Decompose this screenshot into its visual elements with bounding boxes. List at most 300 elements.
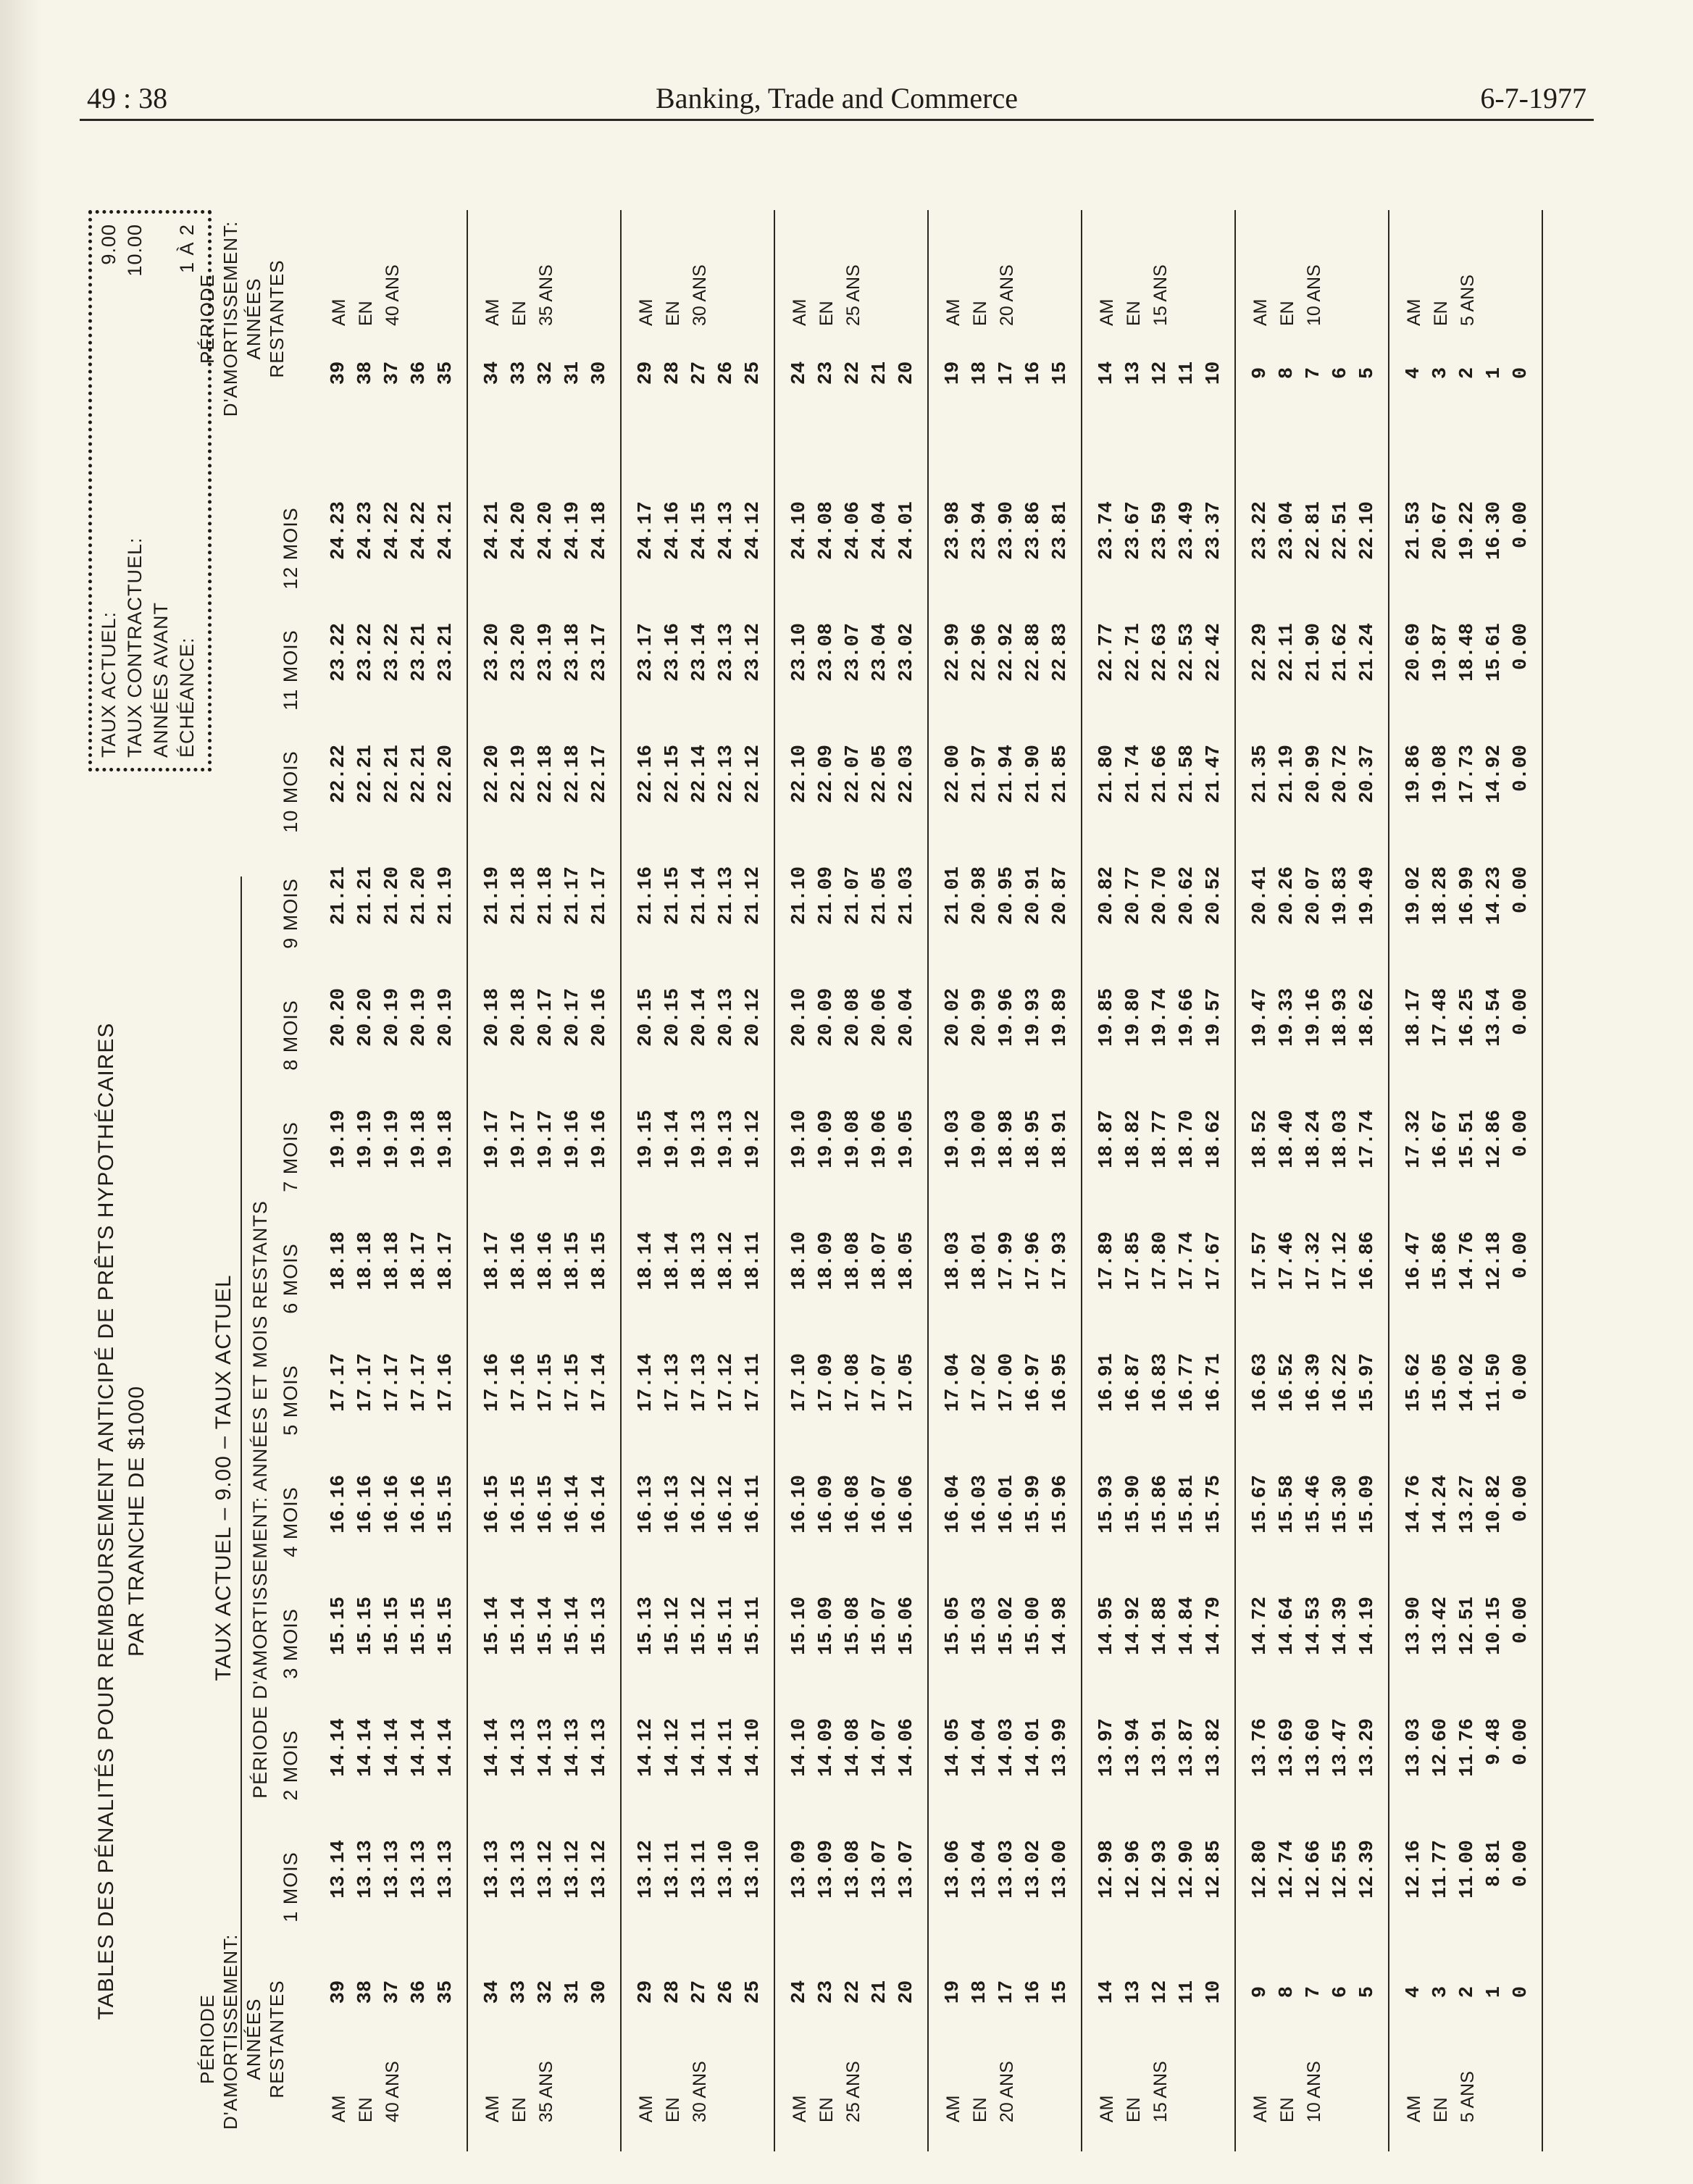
- table-cell: 15.93: [1096, 1475, 1118, 1534]
- table-cell: 16.25: [1457, 988, 1479, 1047]
- penalty-table-region: [80, 181, 1594, 2151]
- table-cell: 13.94: [1123, 1718, 1145, 1778]
- table-cell: 13.60: [1303, 1718, 1325, 1778]
- taux-contractuel-value: 10.00: [124, 224, 146, 277]
- table-cell: 19.86: [1403, 745, 1425, 804]
- year-cell: 9: [1250, 1986, 1271, 1999]
- table-cell: 17.13: [689, 1353, 711, 1413]
- month-header: 4 MOIS: [280, 1486, 301, 1557]
- table-cell: 0.00: [1510, 1840, 1532, 1887]
- table-cell: 21.19: [482, 866, 503, 926]
- table-cell: 12.66: [1303, 1840, 1325, 1899]
- table-cell: 24.01: [896, 501, 918, 561]
- year-cell: 36: [409, 1980, 430, 2004]
- table-cell: 13.13: [409, 1840, 430, 1899]
- table-cell: 0.00: [1510, 988, 1532, 1035]
- year-cell: 33: [509, 1980, 530, 2004]
- en-label: EN: [509, 301, 530, 326]
- table-cell: 14.06: [896, 1718, 918, 1778]
- table-cell: 22.21: [382, 745, 404, 804]
- table-cell: 18.14: [635, 1231, 657, 1291]
- year-cell: 16: [1023, 1980, 1045, 2004]
- table-cell: 21.66: [1150, 745, 1171, 804]
- period-label: 35 ANS: [536, 2061, 556, 2122]
- table-cell: 18.07: [869, 1231, 891, 1291]
- table-cell: 13.42: [1430, 1597, 1452, 1656]
- table-cell: 23.22: [328, 623, 350, 682]
- table-cell: 13.04: [969, 1840, 991, 1899]
- table-cell: 23.17: [589, 623, 611, 682]
- table-cell: 18.12: [716, 1231, 737, 1291]
- table-cell: 22.81: [1303, 501, 1325, 561]
- period-label: 20 ANS: [997, 2061, 1017, 2122]
- table-cell: 18.52: [1250, 1110, 1271, 1169]
- table-cell: 17.08: [843, 1353, 864, 1413]
- table-title-line2: PAR TRANCHE DE $1000: [125, 1385, 149, 1657]
- table-cell: 11.00: [1457, 1840, 1479, 1899]
- table-cell: 16.87: [1123, 1353, 1145, 1413]
- table-cell: 16.30: [1484, 501, 1505, 561]
- table-cell: 22.18: [562, 745, 584, 804]
- table-cell: 22.77: [1096, 623, 1118, 682]
- year-cell: 2: [1457, 367, 1479, 380]
- en-label: EN: [1124, 301, 1144, 326]
- table-cell: 20.99: [969, 988, 991, 1047]
- table-cell: 22.20: [482, 745, 503, 804]
- year-cell: 30: [589, 361, 611, 385]
- am-label: AM: [790, 298, 810, 326]
- table-cell: 24.21: [435, 501, 457, 561]
- table-cell: 23.37: [1203, 501, 1225, 561]
- table-cell: 11.77: [1430, 1840, 1452, 1899]
- table-cell: 23.86: [1023, 501, 1045, 561]
- table-cell: 18.15: [589, 1231, 611, 1291]
- table-cell: 22.21: [409, 745, 430, 804]
- table-cell: 14.19: [1357, 1597, 1379, 1656]
- table-cell: 20.18: [509, 988, 530, 1047]
- table-cell: 16.63: [1250, 1353, 1271, 1413]
- table-cell: 21.13: [716, 866, 737, 926]
- table-cell: 24.12: [743, 501, 764, 561]
- table-cell: 12.80: [1250, 1840, 1271, 1899]
- year-cell: 30: [589, 1980, 611, 2004]
- table-cell: 23.10: [789, 623, 811, 682]
- table-cell: 16.08: [843, 1475, 864, 1534]
- table-cell: 14.07: [869, 1718, 891, 1778]
- table-cell: 0.00: [1510, 501, 1532, 548]
- table-cell: 21.62: [1330, 623, 1352, 682]
- table-cell: 18.17: [435, 1231, 457, 1291]
- table-cell: 17.12: [1330, 1231, 1352, 1291]
- table-cell: 15.90: [1123, 1475, 1145, 1534]
- period-label: 35 ANS: [536, 264, 556, 326]
- table-cell: 15.14: [482, 1597, 503, 1656]
- am-label: AM: [482, 2095, 503, 2122]
- table-cell: 24.08: [816, 501, 837, 561]
- table-cell: 18.98: [996, 1110, 1018, 1169]
- table-cell: 16.39: [1303, 1353, 1325, 1413]
- table-cell: 17.15: [562, 1353, 584, 1413]
- echeance-label: ÉCHÉANCE:: [176, 637, 198, 758]
- table-cell: 23.08: [816, 623, 837, 682]
- table-cell: 16.09: [816, 1475, 837, 1534]
- table-cell: 13.09: [789, 1840, 811, 1899]
- month-header: 3 MOIS: [280, 1608, 301, 1679]
- table-cell: 13.97: [1096, 1718, 1118, 1778]
- table-cell: 0.00: [1510, 866, 1532, 913]
- year-cell: 25: [743, 361, 764, 385]
- block-separator: [1081, 210, 1082, 2151]
- table-cell: 13.11: [662, 1840, 684, 1899]
- table-cell: 23.12: [743, 623, 764, 682]
- table-cell: 14.72: [1250, 1597, 1271, 1656]
- table-cell: 14.14: [328, 1718, 350, 1778]
- table-cell: 23.16: [662, 623, 684, 682]
- block-separator: [774, 210, 775, 2151]
- table-cell: 19.08: [1430, 745, 1452, 804]
- table-cell: 16.83: [1150, 1353, 1171, 1413]
- year-cell: 38: [355, 361, 377, 385]
- period-label: 40 ANS: [383, 2061, 403, 2122]
- table-cell: 21.21: [355, 866, 377, 926]
- table-cell: 12.90: [1176, 1840, 1198, 1899]
- table-cell: 18.95: [1023, 1110, 1045, 1169]
- table-subtitle: TAUX ACTUEL – 9.00 – TAUX ACTUEL: [212, 1274, 235, 1681]
- table-cell: 20.07: [1303, 866, 1325, 926]
- block-separator: [620, 210, 622, 2151]
- am-label: AM: [329, 298, 349, 326]
- table-cell: 21.35: [1250, 745, 1271, 804]
- table-cell: 21.01: [942, 866, 964, 926]
- year-cell: 22: [843, 361, 864, 385]
- table-cell: 22.63: [1150, 623, 1171, 682]
- am-label: AM: [329, 2095, 349, 2122]
- year-cell: 27: [689, 1980, 711, 2004]
- table-cell: 14.10: [789, 1718, 811, 1778]
- table-cell: 19.57: [1203, 988, 1225, 1047]
- table-cell: 20.09: [816, 988, 837, 1047]
- table-cell: 13.10: [743, 1840, 764, 1899]
- am-label: AM: [1097, 2095, 1117, 2122]
- table-cell: 18.62: [1357, 988, 1379, 1047]
- table-cell: 16.15: [482, 1475, 503, 1534]
- table-cell: 15.14: [535, 1597, 557, 1656]
- table-cell: 19.09: [816, 1110, 837, 1169]
- year-cell: 37: [382, 1980, 404, 2004]
- year-cell: 15: [1050, 361, 1071, 385]
- table-cell: 20.62: [1176, 866, 1198, 926]
- table-cell: 18.09: [816, 1231, 837, 1291]
- table-cell: 13.87: [1176, 1718, 1198, 1778]
- table-cell: 23.13: [716, 623, 737, 682]
- am-label: AM: [1404, 298, 1424, 326]
- year-cell: 14: [1096, 361, 1118, 385]
- table-cell: 19.47: [1250, 988, 1271, 1047]
- table-cell: 24.20: [509, 501, 530, 561]
- year-cell: 12: [1150, 1980, 1171, 2004]
- year-cell: 3: [1430, 367, 1452, 380]
- period-block: [1240, 181, 1394, 2151]
- table-cell: 13.03: [996, 1840, 1018, 1899]
- table-cell: 20.69: [1403, 623, 1425, 682]
- table-cell: 19.06: [869, 1110, 891, 1169]
- table-cell: 16.95: [1050, 1353, 1071, 1413]
- table-cell: 20.10: [789, 988, 811, 1047]
- year-cell: 4: [1403, 367, 1425, 380]
- table-cell: 14.08: [843, 1718, 864, 1778]
- table-cell: 20.14: [689, 988, 711, 1047]
- table-cell: 13.08: [843, 1840, 864, 1899]
- table-cell: 22.71: [1123, 623, 1145, 682]
- period-block: [1394, 181, 1547, 2151]
- table-cell: 17.16: [509, 1353, 530, 1413]
- table-cell: 15.58: [1276, 1475, 1298, 1534]
- period-block: [319, 181, 472, 2151]
- table-cell: 20.04: [896, 988, 918, 1047]
- table-cell: 13.12: [635, 1840, 657, 1899]
- table-cell: 18.48: [1457, 623, 1479, 682]
- table-cell: 20.26: [1276, 866, 1298, 926]
- table-cell: 13.90: [1403, 1597, 1425, 1656]
- year-cell: 1: [1484, 1986, 1505, 1999]
- table-cell: 12.18: [1484, 1231, 1505, 1291]
- period-block: [1087, 181, 1240, 2151]
- table-cell: 18.10: [789, 1231, 811, 1291]
- table-cell: 21.16: [635, 866, 657, 926]
- table-cell: 24.21: [482, 501, 503, 561]
- table-cell: 20.20: [355, 988, 377, 1047]
- table-cell: 21.17: [562, 866, 584, 926]
- table-cell: 15.12: [662, 1597, 684, 1656]
- table-cell: 15.05: [1430, 1353, 1452, 1413]
- table-cell: 19.17: [535, 1110, 557, 1169]
- table-cell: 23.49: [1176, 501, 1198, 561]
- table-cell: 14.13: [509, 1718, 530, 1778]
- table-cell: 14.04: [969, 1718, 991, 1778]
- table-cell: 21.18: [535, 866, 557, 926]
- table-cell: 17.74: [1357, 1110, 1379, 1169]
- year-cell: 28: [662, 361, 684, 385]
- table-cell: 15.05: [942, 1597, 964, 1656]
- table-cell: 14.09: [816, 1718, 837, 1778]
- table-cell: 16.07: [869, 1475, 891, 1534]
- table-cell: 16.71: [1203, 1353, 1225, 1413]
- table-cell: 15.86: [1430, 1231, 1452, 1291]
- year-cell: 10: [1203, 361, 1225, 385]
- table-cell: 20.72: [1330, 745, 1352, 804]
- table-cell: 15.07: [869, 1597, 891, 1656]
- table-cell: 17.67: [1203, 1231, 1225, 1291]
- period-label: 25 ANS: [843, 264, 864, 326]
- table-cell: 23.22: [382, 623, 404, 682]
- table-cell: 19.66: [1176, 988, 1198, 1047]
- en-label: EN: [1277, 2097, 1297, 2122]
- table-cell: 24.15: [689, 501, 711, 561]
- table-cell: 19.96: [996, 988, 1018, 1047]
- table-cell: 13.29: [1357, 1718, 1379, 1778]
- table-cell: 0.00: [1510, 1718, 1532, 1765]
- table-cell: 18.03: [942, 1231, 964, 1291]
- am-label: AM: [482, 298, 503, 326]
- table-cell: 19.85: [1096, 988, 1118, 1047]
- table-cell: 22.19: [509, 745, 530, 804]
- year-cell: 18: [969, 361, 991, 385]
- year-cell: 1: [1484, 367, 1505, 380]
- left-header-line: D'AMORTISSEMENT:: [220, 1933, 241, 2130]
- table-cell: 23.22: [355, 623, 377, 682]
- table-cell: 14.14: [382, 1718, 404, 1778]
- table-cell: 22.96: [969, 623, 991, 682]
- table-cell: 17.80: [1150, 1231, 1171, 1291]
- year-cell: 8: [1276, 1986, 1298, 1999]
- table-cell: 15.75: [1203, 1475, 1225, 1534]
- table-cell: 23.02: [896, 623, 918, 682]
- table-cell: 23.17: [635, 623, 657, 682]
- table-cell: 18.17: [1403, 988, 1425, 1047]
- table-cell: 19.18: [435, 1110, 457, 1169]
- year-cell: 29: [635, 361, 657, 385]
- month-header: 7 MOIS: [280, 1121, 301, 1192]
- page-number: 49 : 38: [87, 82, 168, 114]
- en-label: EN: [663, 2097, 683, 2122]
- period-block: [933, 181, 1087, 2151]
- period-label: 40 ANS: [383, 264, 403, 326]
- table-cell: 18.16: [509, 1231, 530, 1291]
- table-cell: 15.15: [382, 1597, 404, 1656]
- table-cell: 23.04: [869, 623, 891, 682]
- columns-caption: PÉRIODE D'AMORTISSEMENT: ANNÉES ET MOIS RESTANTS: [249, 1200, 271, 1799]
- month-header: 6 MOIS: [280, 1243, 301, 1314]
- table-cell: 17.89: [1096, 1231, 1118, 1291]
- table-cell: 12.93: [1150, 1840, 1171, 1899]
- table-cell: 15.15: [328, 1597, 350, 1656]
- table-cell: 13.07: [869, 1840, 891, 1899]
- table-cell: 16.67: [1430, 1110, 1452, 1169]
- table-cell: 20.17: [535, 988, 557, 1047]
- table-cell: 15.11: [716, 1597, 737, 1656]
- table-cell: 15.15: [435, 1597, 457, 1656]
- month-header: 1 MOIS: [280, 1852, 301, 1922]
- table-cell: 0.00: [1510, 623, 1532, 670]
- table-cell: 13.03: [1403, 1718, 1425, 1778]
- year-cell: 35: [435, 1980, 457, 2004]
- month-header: 8 MOIS: [280, 1000, 301, 1071]
- table-cell: 20.06: [869, 988, 891, 1047]
- table-cell: 19.16: [1303, 988, 1325, 1047]
- page-header: [80, 78, 1594, 121]
- table-cell: 17.09: [816, 1353, 837, 1413]
- table-cell: 20.19: [382, 988, 404, 1047]
- year-cell: 31: [562, 361, 584, 385]
- table-cell: 23.74: [1096, 501, 1118, 561]
- table-cell: 21.80: [1096, 745, 1118, 804]
- table-cell: 15.02: [996, 1597, 1018, 1656]
- table-cell: 20.70: [1150, 866, 1171, 926]
- table-cell: 0.00: [1510, 1475, 1532, 1522]
- table-cell: 21.24: [1357, 623, 1379, 682]
- table-cell: 20.67: [1430, 501, 1452, 561]
- table-cell: 20.95: [996, 866, 1018, 926]
- year-cell: 9: [1250, 367, 1271, 380]
- block-separator: [1234, 210, 1236, 2151]
- table-cell: 22.12: [743, 745, 764, 804]
- table-title: TABLES DES PÉNALITÉS POUR REMBOURSEMENT ANTICIPÉ DE PRÊTS HYPOTHÉCAIRES: [94, 1022, 118, 2020]
- en-label: EN: [663, 301, 683, 326]
- year-cell: 0: [1510, 367, 1532, 380]
- table-cell: 20.08: [843, 988, 864, 1047]
- table-cell: 21.18: [509, 866, 530, 926]
- table-cell: 23.20: [509, 623, 530, 682]
- table-cell: 17.96: [1023, 1231, 1045, 1291]
- table-cell: 17.12: [716, 1353, 737, 1413]
- table-cell: 21.53: [1403, 501, 1425, 561]
- table-cell: 21.90: [1023, 745, 1045, 804]
- table-cell: 22.17: [589, 745, 611, 804]
- table-cell: 24.19: [562, 501, 584, 561]
- table-cell: 15.03: [969, 1597, 991, 1656]
- table-cell: 23.59: [1150, 501, 1171, 561]
- table-cell: 18.28: [1430, 866, 1452, 926]
- table-cell: 18.08: [843, 1231, 864, 1291]
- table-cell: 19.17: [482, 1110, 503, 1169]
- table-cell: 12.55: [1330, 1840, 1352, 1899]
- table-cell: 14.13: [562, 1718, 584, 1778]
- year-cell: 7: [1303, 1986, 1325, 1999]
- table-cell: 17.99: [996, 1231, 1018, 1291]
- table-cell: 19.02: [1403, 866, 1425, 926]
- year-cell: 21: [869, 361, 891, 385]
- table-cell: 19.83: [1330, 866, 1352, 926]
- table-cell: 15.15: [355, 1597, 377, 1656]
- table-cell: 20.87: [1050, 866, 1071, 926]
- table-cell: 18.24: [1303, 1110, 1325, 1169]
- table-cell: 18.70: [1176, 1110, 1198, 1169]
- table-cell: 14.11: [689, 1718, 711, 1778]
- table-cell: 14.39: [1330, 1597, 1352, 1656]
- table-cell: 22.09: [816, 745, 837, 804]
- table-cell: 19.15: [635, 1110, 657, 1169]
- year-cell: 31: [562, 1980, 584, 2004]
- table-cell: 12.86: [1484, 1110, 1505, 1169]
- table-cell: 18.15: [562, 1231, 584, 1291]
- table-cell: 19.19: [328, 1110, 350, 1169]
- year-cell: 20: [896, 1980, 918, 2004]
- table-cell: 21.12: [743, 866, 764, 926]
- period-label: 5 ANS: [1458, 275, 1478, 326]
- table-cell: 0.00: [1510, 1353, 1532, 1400]
- table-cell: 16.13: [662, 1475, 684, 1534]
- table-cell: 14.12: [635, 1718, 657, 1778]
- table-cell: 12.74: [1276, 1840, 1298, 1899]
- year-cell: 15: [1050, 1980, 1071, 2004]
- table-cell: 19.89: [1050, 988, 1071, 1047]
- year-cell: 18: [969, 1980, 991, 2004]
- table-cell: 13.13: [382, 1840, 404, 1899]
- period-label: 10 ANS: [1304, 264, 1324, 326]
- table-cell: 17.14: [589, 1353, 611, 1413]
- month-header: 10 MOIS: [280, 750, 301, 833]
- annees-avant-label: ANNÉES AVANT: [150, 601, 172, 758]
- year-cell: 19: [942, 1980, 964, 2004]
- year-cell: 39: [328, 1980, 350, 2004]
- year-cell: 10: [1203, 1980, 1225, 2004]
- table-cell: 24.06: [843, 501, 864, 561]
- table-cell: 13.10: [716, 1840, 737, 1899]
- table-cell: 20.17: [562, 988, 584, 1047]
- table-cell: 21.17: [589, 866, 611, 926]
- table-cell: 13.27: [1457, 1475, 1479, 1534]
- table-cell: 16.10: [789, 1475, 811, 1534]
